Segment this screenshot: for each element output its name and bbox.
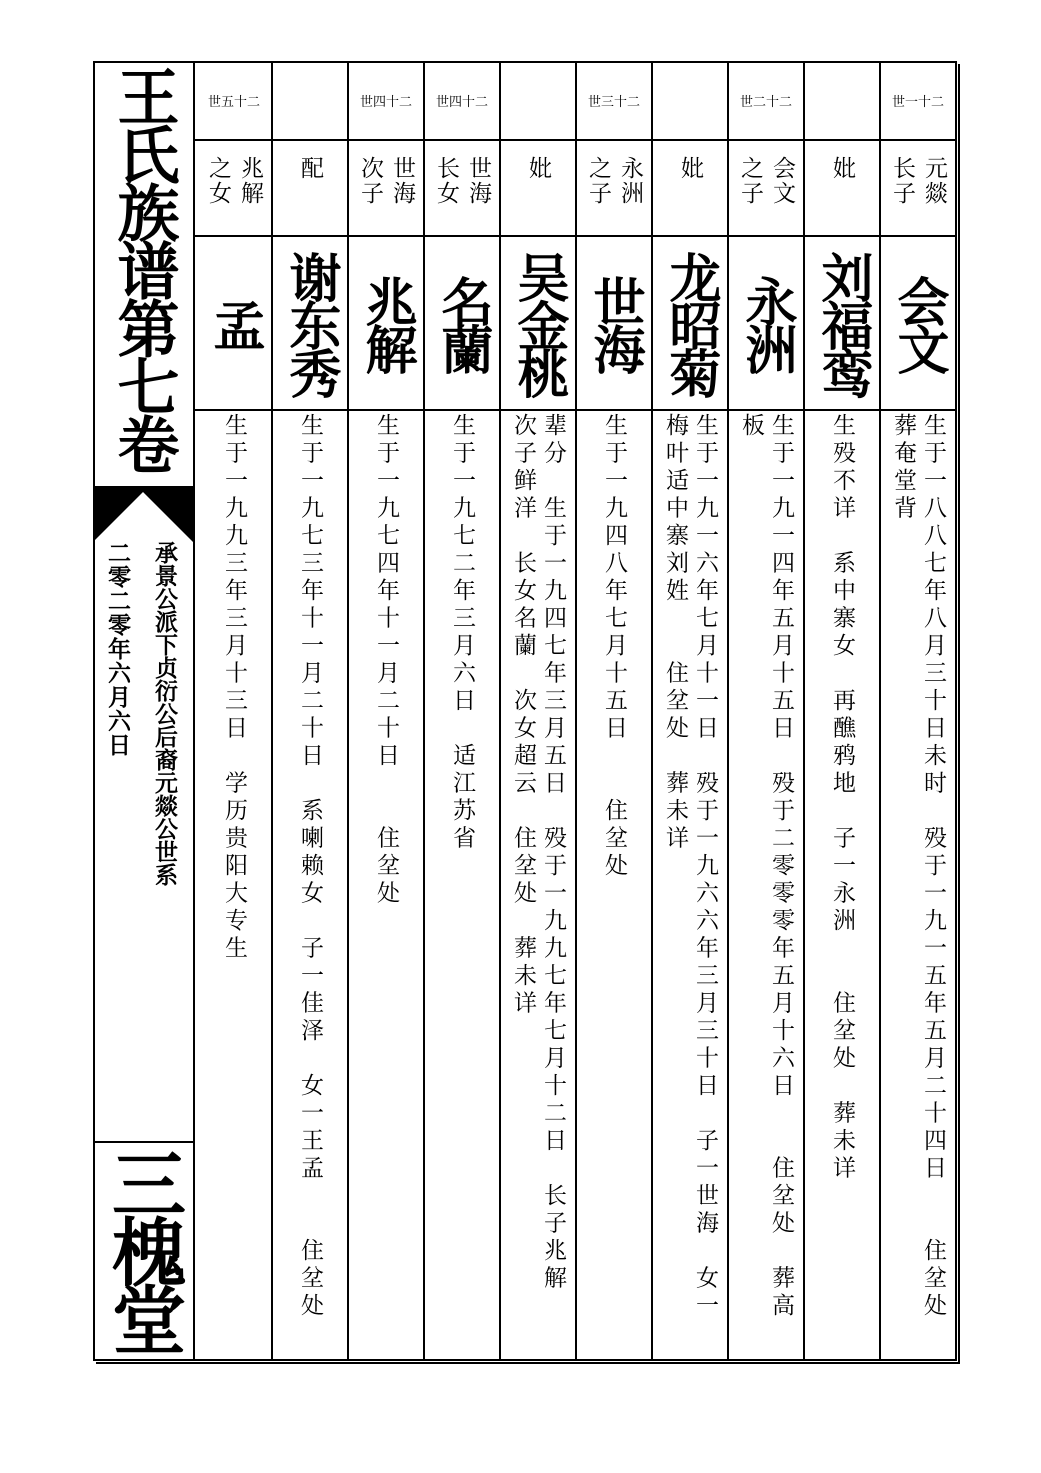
person-name: 龙昭菊	[660, 251, 721, 395]
person-name: 孟	[204, 299, 265, 347]
person-column	[273, 61, 349, 1361]
compile-date: 二零二零年六月六日	[104, 541, 131, 757]
person-bio: 生于一九九三年三月十三日 学历贵阳大专生	[221, 413, 247, 963]
hall-divider	[93, 1141, 193, 1143]
generation-label	[273, 61, 347, 139]
relation-label: 配	[297, 156, 323, 181]
person-column	[881, 61, 957, 1361]
relation-label: 元燚 长子	[889, 156, 947, 206]
relation-label: 妣	[525, 156, 551, 181]
lineage-subtitle: 承景公派下贞衍公后裔元燚公世系	[151, 541, 178, 886]
relation-label: 妣	[829, 156, 855, 181]
relation-label: 会文 之子	[737, 156, 795, 206]
generation-label	[653, 61, 727, 139]
person-name: 会文	[888, 275, 949, 371]
person-bio: 生于一九一六年七月十一日 殁于一九六六年三月三十日 子一世海 女一 梅叶适中寨刘姓 住坌处 葬未详	[662, 413, 718, 1321]
generation-label	[805, 61, 879, 139]
fishtail-notch-icon	[93, 492, 193, 546]
relation-label: 世海 长女	[433, 156, 491, 206]
person-bio: 生于一九七三年十一月二十日 系喇赖女 子一佳泽 女一王孟 住坌处	[297, 413, 323, 1321]
person-column	[729, 61, 805, 1361]
person-column	[425, 61, 501, 1361]
person-name: 刘福鸾	[812, 251, 873, 395]
generation-label: 世三十二	[587, 94, 640, 110]
person-column	[197, 61, 273, 1361]
person-bio: 生于一九七二年三月六日 适江苏省	[449, 413, 475, 853]
person-bio: 生于一九一四年五月十五日 殁于二零零零年五月十六日 住坌处 葬高 板	[738, 413, 794, 1321]
person-name: 世海	[584, 275, 645, 371]
relation-label: 妣	[677, 156, 703, 181]
relation-label: 兆解 之女	[205, 156, 263, 206]
hall-name: 三槐堂	[100, 1146, 186, 1350]
title-column	[93, 61, 195, 1361]
generation-label: 世一十二	[891, 94, 944, 110]
relation-label: 永洲 之子	[585, 156, 643, 206]
relation-label: 世海 次子	[357, 156, 415, 206]
person-bio: 生于一八八七年八月三十日未时 殁于一九一五年五月二十四日 住坌处 葬奄堂背	[890, 413, 946, 1321]
person-bio: 生于一九四八年七月十五日 住坌处	[601, 413, 627, 881]
person-name: 名蘭	[432, 275, 493, 371]
person-bio: 辈分 生于一九四七年三月五日 殁于一九九七年七月十二日 长子兆解 次子鲜洋 长女名蘭 次女超云 住坌处 葬未详	[510, 413, 566, 1293]
volume-title: 王氏族谱第七卷	[107, 65, 180, 471]
person-column	[501, 61, 577, 1361]
generation-label: 世四十二	[359, 94, 412, 110]
person-column	[349, 61, 425, 1361]
generation-label: 世四十二	[435, 94, 488, 110]
person-name: 谢东秀	[280, 251, 341, 395]
generation-label	[501, 61, 575, 139]
hall-name-block	[93, 1146, 193, 1358]
person-column	[577, 61, 653, 1361]
person-name: 永洲	[736, 275, 797, 371]
person-column	[653, 61, 729, 1361]
volume-title-block	[93, 61, 193, 486]
generation-label: 世二十二	[739, 94, 792, 110]
person-column	[805, 61, 881, 1361]
generation-label: 世五十二	[207, 94, 260, 110]
person-bio: 生于一九七四年十一月二十日 住坌处	[373, 413, 399, 908]
person-name: 兆解	[356, 275, 417, 371]
person-bio: 生殁不详 系中寨女 再醮鸦地 子一永洲 住坌处 葬未详	[829, 413, 855, 1183]
person-name: 吴金桃	[508, 251, 569, 395]
